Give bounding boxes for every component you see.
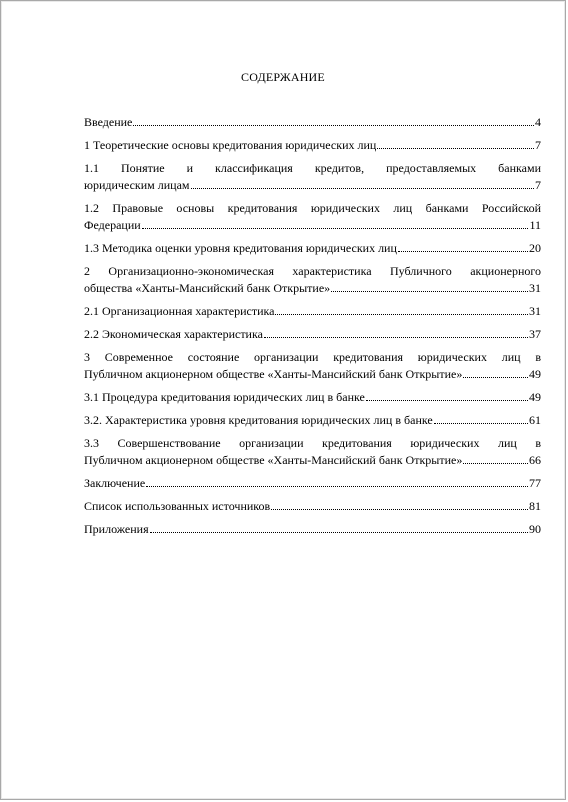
dot-leader: [398, 251, 528, 252]
toc-page-number: 20: [529, 241, 541, 255]
toc-title: СОДЕРЖАНИЕ: [241, 70, 325, 84]
toc-entry: [84, 303, 541, 320]
dot-leader: [150, 532, 528, 533]
toc-entry-text: Приложения: [84, 522, 149, 536]
toc-page-number: 4: [535, 115, 541, 129]
toc-page-number: 11: [529, 218, 541, 232]
dot-leader: [133, 125, 534, 126]
toc-entry-text: Федерации: [84, 218, 141, 232]
dot-leader: [142, 228, 529, 229]
toc-entry-text: Заключение: [84, 476, 146, 490]
toc-page-number: 66: [529, 453, 541, 467]
dot-leader: [264, 337, 528, 338]
toc-entry: [84, 412, 541, 429]
toc-page-number: 77: [529, 476, 541, 490]
toc-entry: [84, 521, 541, 538]
dot-leader: [271, 509, 528, 510]
dot-leader: [191, 188, 535, 189]
toc-entry-line: [84, 217, 541, 234]
toc-page-number: 49: [529, 390, 541, 404]
toc-entry-text: Публичном акционерном обществе «Ханты-Мансийский банк Открытие»: [84, 453, 463, 467]
toc-entry: [84, 200, 541, 234]
toc-entry-line: [84, 366, 541, 383]
toc-entry-text: 1.1 Понятие и классификация кредитов, предоставляемых банками: [84, 161, 541, 175]
toc-entry: [84, 114, 541, 131]
dot-leader: [366, 400, 528, 401]
toc-entry-text: 2 Организационно-экономическая характеристика Публичного акционерного: [84, 264, 541, 278]
toc-entry-line: [84, 303, 541, 320]
table-of-contents: [84, 114, 541, 544]
toc-entry: [84, 240, 541, 257]
toc-entry-text: юридическим лицам: [84, 178, 190, 192]
toc-entry-line: [84, 452, 541, 469]
toc-entry-line: [84, 498, 541, 515]
toc-entry-text: 1 Теоретические основы кредитования юридических лиц: [84, 138, 377, 152]
dot-leader: [377, 148, 534, 149]
toc-entry: [84, 326, 541, 343]
dot-leader: [463, 377, 528, 378]
toc-page-number: 61: [529, 413, 541, 427]
toc-entry-line: [84, 326, 541, 343]
toc-entry-line: [84, 114, 541, 131]
toc-entry-line: [84, 177, 541, 194]
toc-entry-line: [84, 240, 541, 257]
toc-entry-text: 1.3 Методика оценки уровня кредитования юридических лиц: [84, 241, 397, 255]
toc-entry-text: Введение: [84, 115, 133, 129]
dot-leader: [434, 423, 528, 424]
toc-entry-text: Список использованных источников: [84, 499, 271, 513]
toc-entry-text: общества «Ханты-Мансийский банк Открытие»: [84, 281, 331, 295]
toc-entry: [84, 160, 541, 194]
dot-leader: [146, 486, 528, 487]
toc-page-number: 7: [535, 178, 541, 192]
toc-entry: [84, 475, 541, 492]
toc-entry-text: 3 Современное состояние организации кредитования юридических лиц в: [84, 350, 541, 364]
toc-page-number: 31: [529, 281, 541, 295]
dot-leader: [331, 291, 528, 292]
toc-entry-line: [84, 475, 541, 492]
toc-page-number: 90: [529, 522, 541, 536]
toc-entry: [84, 137, 541, 154]
toc-entry-line: [84, 521, 541, 538]
toc-entry-line: [84, 137, 541, 154]
toc-entry-text: 2.2 Экономическая характеристика: [84, 327, 263, 341]
toc-entry-text: 1.2 Правовые основы кредитования юридических лиц банками Российской: [84, 201, 541, 215]
dot-leader: [275, 314, 528, 315]
toc-entry-line: [84, 389, 541, 406]
toc-entry-line: [84, 280, 541, 297]
toc-entry-text: Публичном акционерном обществе «Ханты-Мансийский банк Открытие»: [84, 367, 463, 381]
toc-entry-text: 2.1 Организационная характеристика: [84, 304, 275, 318]
toc-entry-text: 3.2. Характеристика уровня кредитования юридических лиц в банке: [84, 413, 433, 427]
toc-entry: [84, 435, 541, 469]
toc-page-number: 49: [529, 367, 541, 381]
toc-entry: [84, 498, 541, 515]
toc-page-number: 7: [535, 138, 541, 152]
toc-page-number: 31: [529, 304, 541, 318]
toc-entry-text: 3.1 Процедура кредитования юридических лиц в банке: [84, 390, 365, 404]
toc-entry: [84, 349, 541, 383]
toc-page-number: 37: [529, 327, 541, 341]
dot-leader: [463, 463, 528, 464]
toc-entry: [84, 263, 541, 297]
toc-entry-line: [84, 412, 541, 429]
toc-page-number: 81: [529, 499, 541, 513]
toc-entry: [84, 389, 541, 406]
toc-entry-text: 3.3 Совершенствование организации кредитования юридических лиц в: [84, 436, 541, 450]
